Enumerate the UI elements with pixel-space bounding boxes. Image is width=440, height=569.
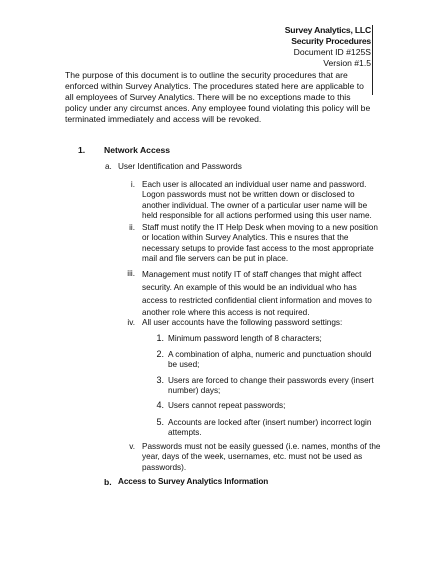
list-item-line: Passwords must not be easily guessed (i.e. names, months of the — [142, 442, 381, 451]
list-item-line: Management must notify IT of staff changes that might affect — [142, 270, 362, 279]
setting-line: attempts. — [168, 428, 202, 438]
intro-line: enforced within Survey Analytics. The procedures stated here are applicable to — [65, 81, 364, 91]
list-numeral: i. — [130, 180, 135, 189]
list-item-line: All user accounts have the following password settings: — [142, 318, 343, 327]
section-number: 1. — [78, 145, 86, 155]
list-item — [142, 269, 372, 320]
document-id: Document ID #125S — [293, 47, 371, 57]
list-item-line: access to restricted confidential client information and moves to — [142, 295, 372, 305]
setting-item — [168, 401, 285, 411]
list-item-line: another individual. The owner of a particular user name will be — [142, 200, 368, 210]
subsection-title: User Identification and Passwords — [118, 162, 242, 171]
setting-item — [168, 376, 374, 397]
setting-number: 2. — [156, 349, 164, 359]
subsection-letter: a. — [105, 162, 112, 171]
intro-line: policy under any circumst ances. Any employee found violating this policy will be — [65, 103, 371, 113]
document-version: Version #1.5 — [323, 58, 371, 68]
list-numeral: v. — [129, 442, 135, 451]
list-numeral: iv. — [127, 318, 135, 327]
document-title: Security Procedures — [291, 36, 371, 46]
intro-line: terminated immediately and access will be revoked. — [65, 114, 262, 124]
setting-item — [168, 350, 371, 371]
list-item-line: mail and file servers can be put in place. — [142, 254, 289, 264]
list-item-line: necessary setups to provide fast access to the most appropriate — [142, 243, 374, 253]
setting-line: Minimum password length of 8 characters; — [168, 334, 322, 343]
setting-item — [168, 334, 322, 344]
intro-line: The purpose of this document is to outline the security procedures that are — [65, 70, 348, 80]
list-item — [142, 318, 342, 328]
list-item-line: or location within Survey Analytics. This e nsures that the — [142, 233, 349, 243]
list-item — [142, 180, 372, 222]
intro-line: all employees of Survey Analytics. There will be no exceptions made to this — [65, 92, 351, 102]
list-item-line: security. An example of this would be an individual who has — [142, 282, 357, 292]
document-header — [285, 25, 371, 69]
setting-line: number) days; — [168, 386, 221, 396]
list-item-line: year, days of the week, usernames, etc. must not be used as — [142, 452, 363, 462]
setting-line: A combination of alpha, numeric and punctuation should — [168, 350, 372, 359]
list-item-line: passwords). — [142, 462, 187, 472]
setting-number: 5. — [156, 417, 164, 427]
setting-number: 4. — [156, 400, 164, 410]
intro-paragraph — [65, 70, 385, 125]
setting-line: be used; — [168, 360, 200, 370]
section-title: Network Access — [104, 145, 171, 155]
list-item-line: Logon passwords must not be written down or disclosed to — [142, 190, 355, 200]
setting-number: 3. — [156, 375, 164, 385]
setting-line: Users are forced to change their passwords every (insert — [168, 376, 374, 385]
list-item-line: Each user is allocated an individual user name and password. — [142, 180, 367, 189]
setting-line: Accounts are locked after (insert number) incorrect login — [168, 418, 372, 427]
subsection-title: Access to Survey Analytics Information — [118, 477, 269, 486]
list-item — [142, 442, 380, 473]
setting-number: 1. — [156, 333, 164, 343]
setting-item — [168, 418, 371, 439]
list-item-line: another role where this access is not required. — [142, 308, 310, 318]
list-item-line: Staff must notify the IT Help Desk when moving to a new position — [142, 223, 378, 232]
subsection-letter: b. — [104, 477, 112, 487]
list-item-line: held responsible for all actions performed using this user name. — [142, 211, 372, 221]
company-name: Survey Analytics, LLC — [284, 25, 371, 35]
list-numeral: iii. — [127, 269, 135, 278]
list-numeral: ii. — [129, 223, 135, 232]
setting-line: Users cannot repeat passwords; — [168, 401, 286, 410]
list-item — [142, 223, 378, 265]
